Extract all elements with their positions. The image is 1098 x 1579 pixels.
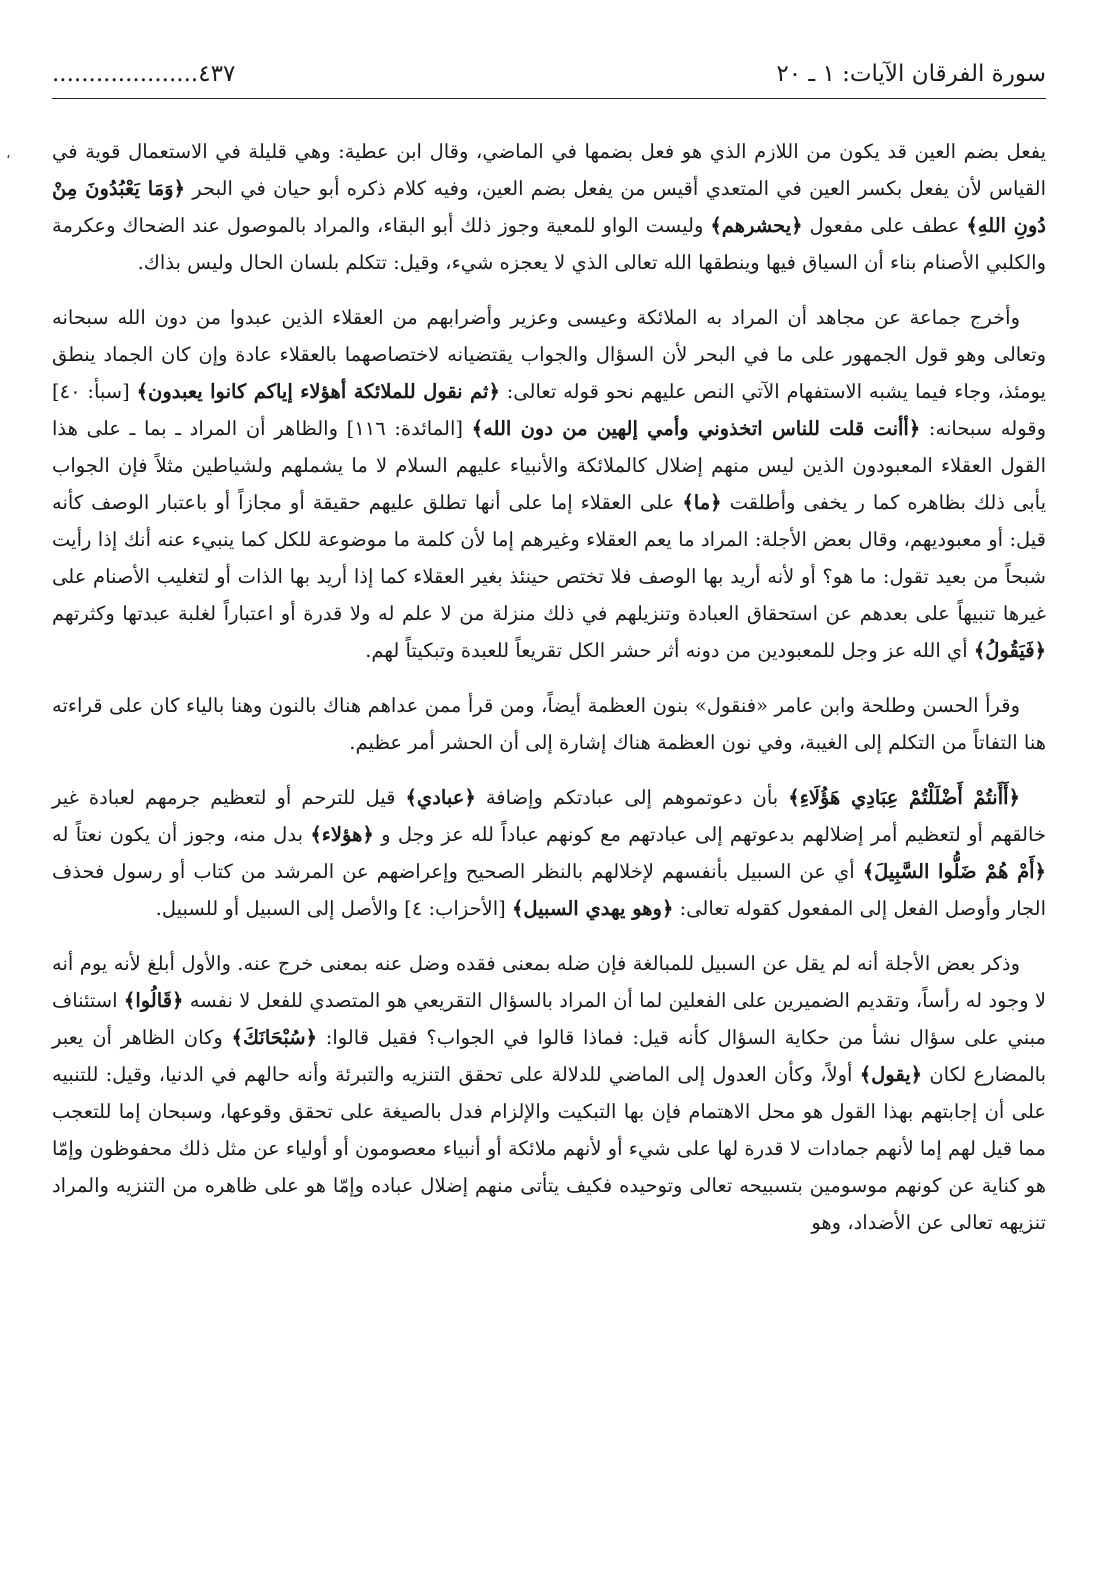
paragraph bbox=[52, 779, 1046, 927]
quran-quote: ﴿وَمَا يَعْبُدُونَ مِنْ دُونِ اللهِ﴾ bbox=[52, 177, 1046, 237]
text-segment: بأن دعوتموهم إلى عبادتكم وإضافة bbox=[475, 786, 789, 809]
quran-quote: ﴿فَيَقُولُ﴾ bbox=[973, 639, 1046, 662]
paragraph bbox=[52, 133, 1046, 281]
quran-quote: ﴿هؤلاء﴾ bbox=[310, 823, 374, 846]
quran-quote: ﴿قَالُوا﴾ bbox=[123, 989, 184, 1012]
text-segment: [سبأ: ٤٠] وقوله سبحانه: bbox=[52, 380, 1047, 440]
quran-quote: ﴿أأنت قلت للناس اتخذوني وأمي إلهين من دون الله﴾ bbox=[471, 417, 921, 440]
text-segment: على العقلاء إما على أنها تطلق عليهم حقيقة أو مجازاً أو باعتبار الوصف كأنه قيل: أو معبوديهم، وقال بعض الأجلة: المراد ما يعم العقلاء وغيرهم إما لأن كلمة ما موضوعة للكل كما ينبيء عنه أنك إذا رأيت شبحاً من بعيد تقول: ما هو؟ أو لأنه أريد بها الوصف فلا تختص حينئذ بغير العقلاء كما إذا أريد بها الذات أو لتغليب الأصنام على غيرها تنبيهاً على بعدهم عن استحقاق العبادة وتنزيلهم في ذلك منزلة من لا علم له ولا قدرة أو اعتباراً لغلبة عبدتها وكثرتهم bbox=[52, 491, 1046, 625]
header-title: سورة الفرقان الآيات: ١ ـ ٢٠ bbox=[776, 61, 1046, 87]
body-text bbox=[52, 133, 1046, 1241]
text-segment: وكان الظاهر أن يعبر بالمضارع لكان bbox=[52, 1026, 1047, 1086]
text-segment: وذكر بعض الأجلة أنه لم يقل عن السبيل للمبالغة فإن ضله بمعنى فقده وضل عنه بمعنى خرج عنه. والأول أبلغ لأنه يوم أنه لا وجود له رأساً، وتقديم الضميرين على الفعلين لما أن المراد بالسؤال التقريعي هو المتصدي للفعل لا نفسه bbox=[52, 952, 1046, 1012]
text-segment: بدل منه، وجوز أن يكون نعتاً له bbox=[52, 823, 311, 846]
text-segment: قيل للترحم أو لتعظيم جرمهم لعبادة غير خالقهم أو لتعظيم أمر إضلالهم بدعوتهم إلى عبادتهم مع كونهم عباداً لله عز وجل و bbox=[52, 786, 1046, 846]
text-segment: أي الله عز وجل للمعبودين من دونه أثر حشر الكل تقريعاً للعبدة وتبكيتاً لهم. bbox=[365, 639, 974, 662]
text-segment: استئناف مبني على سؤال نشأ من حكاية السؤال كأنه قيل: فماذا قالوا في الجواب؟ فقيل قالوا: bbox=[52, 989, 1046, 1049]
text-segment: عطف على مفعول bbox=[802, 214, 967, 237]
text-segment: وأخرج جماعة عن مجاهد أن المراد به الملائكة وعيسى وعزير وأضرابهم من العقلاء الذين عبدوا من دون الله سبحانه وتعالى وهو قول الجمهور على ما في البحر لأن السؤال والجواب يقتضيانه لاختصاصهما بالعقلاء عادة وإن كان الجماد ينطق يومئذ، وجاء فيما يشبه الاستفهام الآتي النص عليهم نحو قوله تعالى: bbox=[52, 306, 1046, 403]
paragraph bbox=[52, 945, 1046, 1241]
page-number-value: ٤٣٧ bbox=[198, 61, 236, 87]
margin-mark: ، bbox=[6, 146, 11, 162]
quran-quote: ﴿يحشرهم﴾ bbox=[710, 214, 803, 237]
quran-quote: ﴿أَمْ هُمْ ضَلُّوا السَّبِيلَ﴾ bbox=[862, 860, 1046, 883]
quran-quote: ﴿ما﴾ bbox=[682, 491, 722, 514]
text-segment: أولاً، وكأن العدول إلى الماضي للدلالة على تحقق التنزيه والتبرئة وأنه حالهم في الدنيا، وقيل: للتنبيه على أن إجابتهم بهذا القول هو محل الاهتمام فإن بها التبكيت والإلزام فدل بالصيغة على تحقق وقوعها، وسبحان إما للتعجب مما قيل لهم إما لأنهم جمادات لا قدرة لها على شيء أو لأنهم ملائكة أو أنبياء معصومون أو أولياء عن مثل ذلك محفوظون وإمّا هو كناية عن كونهم موسومين بتسبيحه تعالى وتوحيده فكيف يتأتى منهم إضلال عباده وإمّا هو على ظاهره من التنزيه والمراد تنزيهه تعالى عن الأضداد، وهو bbox=[52, 1063, 1046, 1234]
paragraph bbox=[52, 299, 1046, 669]
paragraph bbox=[52, 687, 1046, 761]
quran-quote: ﴿وهو يهدي السبيل﴾ bbox=[511, 897, 674, 920]
text-segment: أي عن السبيل بأنفسهم لإخلالهم بالنظر الصحيح وإعراضهم عن المرشد من كتاب أو رسول فحذف الجار وأوصل الفعل إلى المفعول كقوله تعالى: bbox=[52, 860, 1046, 920]
page-number: ....................٤٣٧ bbox=[52, 61, 236, 87]
text-segment: وقرأ الحسن وطلحة وابن عامر «فنقول» بنون العظمة أيضاً، ومن قرأ ممن عداهم هناك بالنون وهنا بالياء كان على قراءته هنا التفاتاً من التكلم إلى الغيبة، وفي نون العظمة هناك إشارة إلى أن الحشر أمر عظيم. bbox=[52, 694, 1046, 754]
quran-quote: ﴿ثم نقول للملائكة أهؤلاء إياكم كانوا يعبدون﴾ bbox=[136, 380, 500, 403]
text-segment: [الأحزاب: ٤] والأصل إلى السبيل أو للسبيل. bbox=[155, 897, 512, 920]
quran-quote: ﴿عبادي﴾ bbox=[405, 786, 476, 809]
quran-quote: ﴿سُبْحَانَكَ﴾ bbox=[231, 1026, 317, 1049]
running-header bbox=[52, 58, 1046, 99]
quran-quote: ﴿يقول﴾ bbox=[859, 1063, 923, 1086]
quran-quote: ﴿أَأَنتُمْ أَضْلَلْتُمْ عِبَادِي هَؤُلَاءِ﴾ bbox=[788, 786, 1020, 809]
text-segment: وليست الواو للمعية وجوز ذلك أبو البقاء، والمراد بالموصول عند الضحاك وعكرمة والكلبي الأصنام بناء أن السياق فيها وينطقها الله تعالى الذي لا يعجزه شيء، وقيل: تتكلم بلسان الحال وليس بذاك. bbox=[52, 214, 1046, 274]
text-segment: يفعل بضم العين قد يكون من اللازم الذي هو فعل بضمها في الماضي، وقال ابن عطية: وهي قليلة في الاستعمال قوية في القياس لأن يفعل بكسر العين في المتعدي أقيس من يفعل بضم العين، وفيه كلام ذكره أبو حيان في البحر bbox=[52, 140, 1046, 200]
text-segment: [المائدة: ١١٦] والظاهر أن المراد ـ بما ـ على هذا القول العقلاء المعبودون الذين ليس منهم إضلال كالملائكة والأنبياء عليهم السلام لا ما يشملهم ولشياطين مثلاً فإن الجواب يأبى ذلك بظاهره كما ر يخفى وأطلقت bbox=[52, 417, 1046, 514]
